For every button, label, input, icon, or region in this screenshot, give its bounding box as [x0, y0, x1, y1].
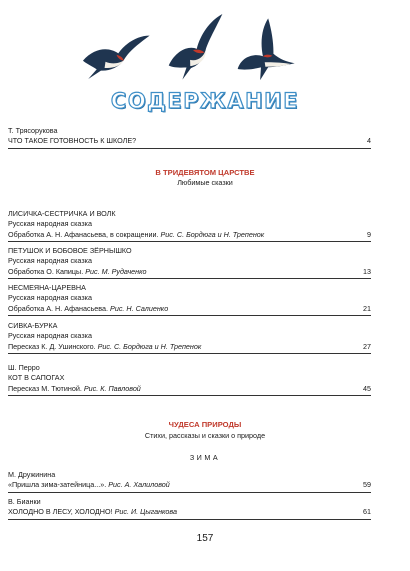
entry-author: Ш. Перро — [8, 363, 40, 372]
entry-credit: Пересказ М. Тютиной. — [8, 383, 82, 393]
entry-genre: Русская народная сказка — [8, 331, 92, 341]
entry-illustrator: Рис. И. Цыганкова — [114, 507, 178, 517]
entry-page: 59 — [363, 480, 371, 490]
swallow-icon — [224, 18, 298, 92]
swallow-icon — [158, 14, 238, 82]
entry-illustrator: Рис. С. Бордюга и Н. Трепенок — [160, 229, 265, 239]
toc-entry-intro — [8, 126, 371, 149]
entry-illustrator: Рис. М. Рудаченко — [85, 266, 147, 276]
entry-credit: Обработка А. Н. Афанасьева, в сокращении. — [8, 229, 159, 239]
entry-name: СИВКА-БУРКА — [8, 321, 58, 330]
toc-entry — [8, 209, 371, 242]
entry-page: 9 — [367, 229, 371, 239]
entry-page: 21 — [363, 303, 371, 313]
entry-name: НЕСМЕЯНА-ЦАРЕВНА — [8, 283, 86, 292]
entry-page: 61 — [363, 507, 371, 517]
toc-entry — [8, 497, 371, 520]
entry-credit: Пересказ К. Д. Ушинского. — [8, 341, 96, 351]
entry-name: КОТ В САПОГАХ — [8, 373, 65, 383]
toc-entry — [8, 321, 371, 354]
entry-genre: Русская народная сказка — [8, 256, 92, 266]
entry-genre: Русская народная сказка — [8, 293, 92, 303]
entry-name: ЧТО ТАКОЕ ГОТОВНОСТЬ К ШКОЛЕ? — [8, 136, 137, 146]
entry-genre: Русская народная сказка — [8, 219, 92, 229]
entry-page: 13 — [363, 266, 371, 276]
entry-author: В. Бианки — [8, 497, 41, 506]
entry-page: 27 — [363, 341, 371, 351]
swallow-icon — [81, 35, 156, 79]
entry-illustrator: Рис. Н. Салиенко — [110, 303, 169, 313]
toc-entry — [8, 363, 371, 396]
entry-credit: Обработка А. Н. Афанасьева. — [8, 303, 109, 313]
entry-name: ПЕТУШОК И БОБОВОЕ ЗЁРНЫШКО — [8, 246, 132, 255]
entry-name: ЛИСИЧКА-СЕСТРИЧКА И ВОЛК — [8, 209, 116, 218]
page-number: 157 — [196, 533, 214, 544]
entry-illustrator: Рис. А. Халиловой — [108, 480, 170, 490]
season-heading: ЗИМА — [189, 453, 221, 462]
toc-entry — [8, 283, 371, 316]
toc-entry — [8, 470, 371, 493]
entry-page: 45 — [363, 383, 371, 393]
entry-author: Т. Трясорукова — [8, 126, 58, 135]
section-heading: В ТРИДЕВЯТОМ ЦАРСТВЕ — [155, 168, 255, 177]
entry-credit: ХОЛОДНО В ЛЕСУ, ХОЛОДНО! — [8, 507, 113, 517]
entry-illustrator: Рис. С. Бордюга и Н. Трепенок — [97, 341, 202, 351]
section-heading: ЧУДЕСА ПРИРОДЫ — [168, 420, 242, 429]
toc-entry — [8, 246, 371, 279]
entry-page: 4 — [367, 136, 371, 146]
section-subheading: Стихи, рассказы и сказки о природе — [144, 431, 266, 440]
entry-illustrator: Рис. К. Павловой — [83, 383, 141, 393]
section-subheading: Любимые сказки — [177, 178, 233, 187]
entry-author: М. Дружинина — [8, 470, 56, 479]
swallows-illustration — [0, 0, 410, 95]
entry-credit: Обработка О. Капицы. — [8, 266, 84, 276]
entry-credit: «Пришла зима-затейница...». — [8, 480, 107, 490]
page-title: СОДЕРЖАНИЕ — [110, 89, 300, 113]
